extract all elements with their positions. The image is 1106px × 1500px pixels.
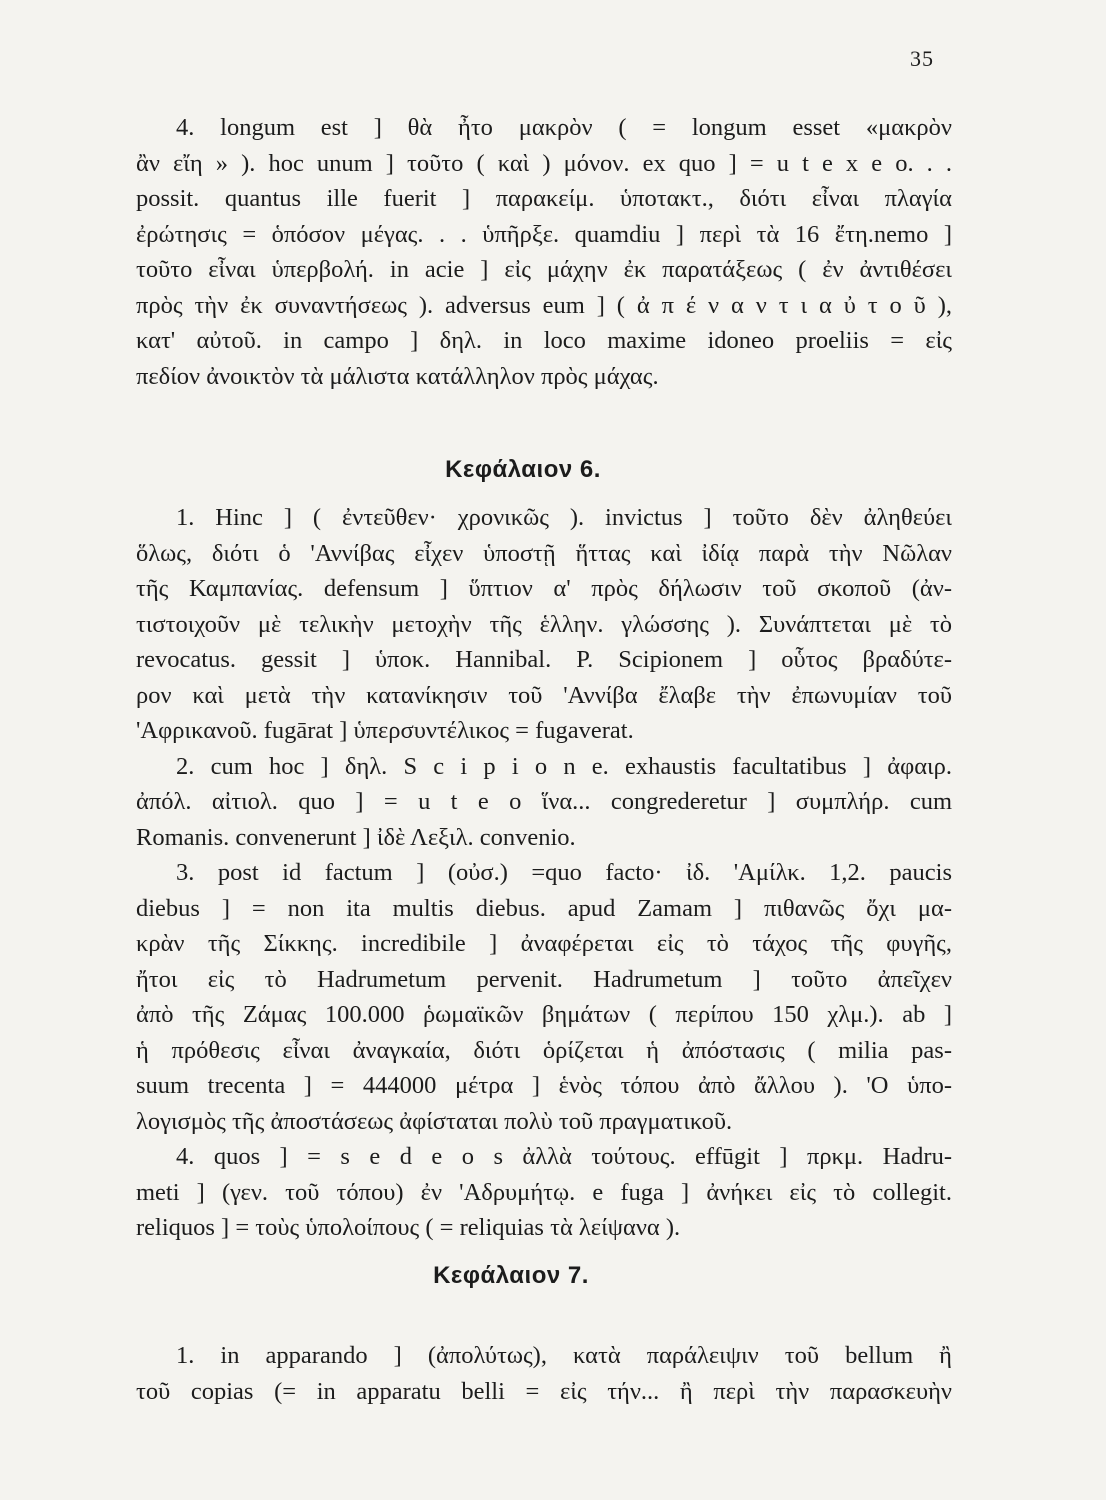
text-line: κρὰν τῆς Σίκκης. incredibile ] ἀναφέρεται εἰς τὸ τάχος τῆς φυγῆς,	[136, 930, 952, 957]
text-line: reliquos ] = τοὺς ὑπολοίπους ( = reliquias τὰ λείψανα ).	[136, 1214, 681, 1241]
chapter-heading-6: Κεφάλαιον 6.	[445, 456, 601, 483]
chapter6-block	[136, 500, 952, 1246]
text-line: 'Αφρικανοῦ. fugārat ] ὑπερσυντέλικος = fugaverat.	[136, 717, 634, 744]
chapter7-block	[136, 1338, 952, 1409]
paragraph-4-quos	[136, 1139, 952, 1246]
text-line: τοῦτο εἶναι ὑπερβολή. in acie ] εἰς μάχην ἐκ παρατάξεως ( ἐν ἀντιθέσει	[136, 256, 952, 283]
text-line: meti ] (γεν. τοῦ τόπου) ἐν 'Αδρυμήτῳ. e fuga ] ἀνήκει εἰς τὸ collegit.	[136, 1178, 952, 1206]
text-line: ἀπὸ τῆς Ζάμας 100.000 ῥωμαϊκῶν βημάτων ( περίπου 150 χλμ.). ab ]	[136, 1001, 952, 1028]
text-line: ἐρώτησις = ὁπόσον μέγας. . . ὑπῆρξε. quamdiu ] περὶ τὰ 16 ἔτη.nemo ]	[136, 220, 952, 248]
text-line: ἀπόλ. αἰτιολ. quo ] = u t e o ἵνα... congrederetur ] συμπλήρ. cum	[136, 788, 952, 815]
text-line: 1. Hinc ] ( ἐντεῦθεν· χρονικῶς ). invictus ] τοῦτο δὲν ἀληθεύει	[176, 504, 952, 531]
paragraph-1-in-apparando	[136, 1338, 952, 1409]
text-line: 2. cum hoc ] δηλ. S c i p i o n e. exhaustis facultatibus ] ἀφαιρ.	[176, 752, 952, 780]
text-line: τιστοιχοῦν μὲ τελικὴν μετοχὴν τῆς ἑλλην. γλώσσης ). Συνάπτεται μὲ τὸ	[136, 610, 952, 638]
text-line: 4. longum est ] θὰ ἦτο μακρὸν ( = longum esset «μακρὸν	[176, 114, 952, 141]
text-line: ἤτοι εἰς τὸ Hadrumetum pervenit. Hadrumetum ] τοῦτο ἀπεῖχεν	[136, 965, 952, 993]
text-line: diebus ] = non ita multis diebus. apud Zamam ] πιθανῶς ὄχι μα-	[136, 894, 952, 922]
text-line: κατ' αὐτοῦ. in campo ] δηλ. in loco maxime idoneo proeliis = εἰς	[136, 327, 952, 354]
text-line: 3. post id factum ] (οὐσ.) =quo facto· ἰδ. 'Αμίλκ. 1,2. paucis	[176, 859, 952, 886]
paragraph-1-hinc	[136, 500, 952, 749]
paragraph-3-post-id-factum	[136, 855, 952, 1139]
text-line: ἡ πρόθεσις εἶναι ἀναγκαία, διότι ὁρίζεται ἡ ἀπόστασις ( milia pas-	[136, 1036, 952, 1064]
text-line: ρον καὶ μετὰ τὴν κατανίκησιν τοῦ 'Αννίβα ἔλαβε τὴν ἐπωνυμίαν τοῦ	[136, 681, 952, 709]
text-line: τῆς Καμπανίας. defensum ] ὕπτιον α' πρὸς δήλωσιν τοῦ σκοποῦ (ἀν-	[136, 575, 952, 602]
chapter6-intro-block	[136, 110, 952, 394]
paragraph-2-cum-hoc	[136, 749, 952, 856]
text-line: τοῦ copias (= in apparatu belli = εἰς τήν... ἢ περὶ τὴν παρασκευὴν	[136, 1377, 952, 1405]
text-line: revocatus. gessit ] ὑποκ. Hannibal. P. Scipionem ] οὗτος βραδύτε-	[136, 646, 952, 673]
text-line: 4. quos ] = s e d e o s ἀλλὰ τούτους. effūgit ] πρκμ. Hadru-	[176, 1143, 952, 1170]
text-line: πρὸς τὴν ἐκ συναντήσεως ). adversus eum ] ( ἀ π έ ν α ν τ ι α ὐ τ ο ῦ ),	[136, 291, 952, 319]
text-line: Romanis. convenerunt ] ἰδὲ Λεξιλ. convenio.	[136, 823, 576, 851]
text-line: ὅλως, διότι ὁ 'Αννίβας εἶχεν ὑποστῇ ἥττας καὶ ἰδίᾳ παρὰ τὴν Νῶλαν	[136, 539, 952, 567]
page-number: 35	[910, 46, 934, 71]
chapter-heading-7: Κεφάλαιον 7.	[433, 1262, 589, 1289]
text-line: λογισμὸς τῆς ἀποστάσεως ἀφίσταται πολὺ τοῦ πραγματικοῦ.	[136, 1107, 733, 1135]
paragraph-4-longum	[136, 110, 952, 394]
text-line: ἂν εἴη » ). hoc unum ] τοῦτο ( καὶ ) μόνον. ex quo ] = u t e x e o. . .	[136, 149, 952, 177]
text-line: possit. quantus ille fuerit ] παρακείμ. ὑποτακτ., διότι εἶναι πλαγία	[136, 185, 952, 212]
text-line: πεδίον ἀνοικτὸν τὰ μάλιστα κατάλληλον πρὸς μάχας.	[136, 362, 659, 390]
text-line: 1. in apparando ] (ἀπολύτως), κατὰ παράλειψιν τοῦ bellum ἢ	[176, 1342, 952, 1369]
text-line: suum trecenta ] = 444000 μέτρα ] ἑνὸς τόπου ἀπὸ ἄλλου ). 'Ο ὑπο-	[136, 1072, 952, 1099]
